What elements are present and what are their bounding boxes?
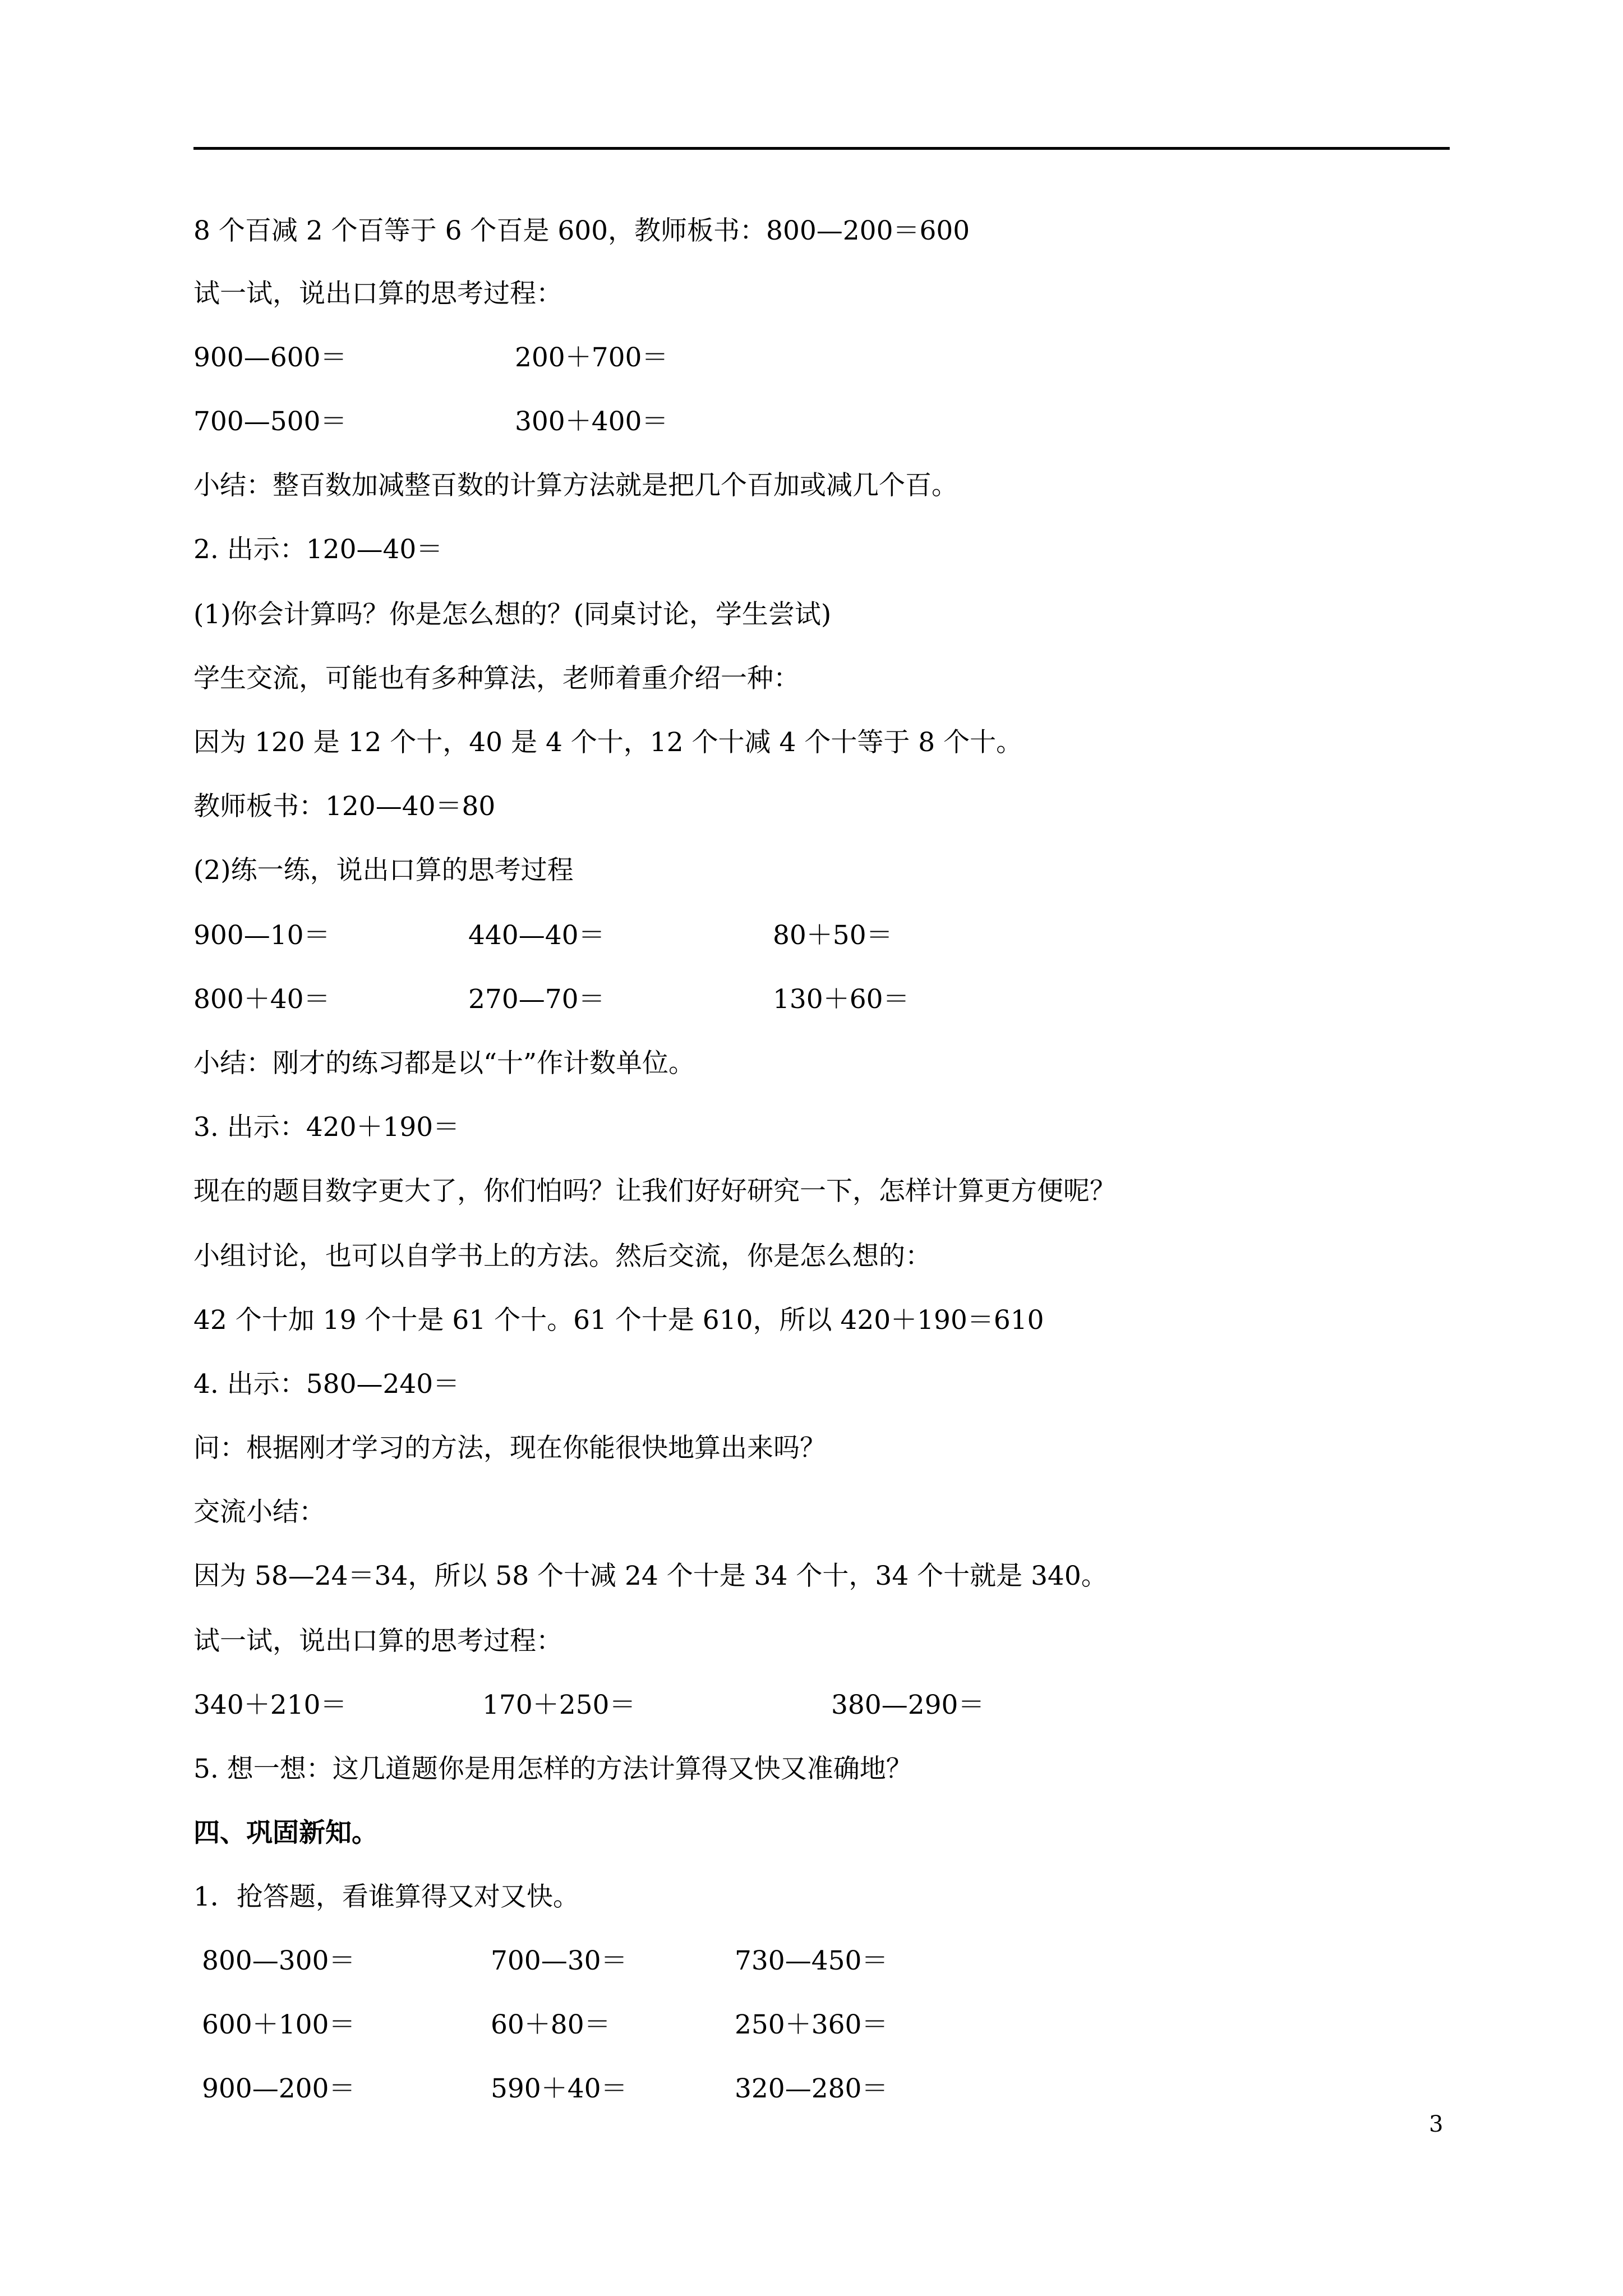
text-line: 试一试，说出口算的思考过程： xyxy=(193,278,562,309)
exercise-item: 700—30＝ xyxy=(491,1945,628,1976)
exercise-item: 600＋100＝ xyxy=(202,2009,356,2040)
exercise-item: 250＋360＝ xyxy=(735,2009,888,2040)
exercise-item: 130＋60＝ xyxy=(773,984,910,1015)
text-line: 小结：刚才的练习都是以“十”作计数单位。 xyxy=(193,1048,695,1079)
text-line: 5. 想一想：这几道题你是用怎样的方法计算得又快又准确地？ xyxy=(193,1754,912,1784)
text-line: 小结：整百数加减整百数的计算方法就是把几个百加或减几个百。 xyxy=(193,470,958,501)
exercise-item: 900—10＝ xyxy=(193,920,330,951)
text-line: 3. 出示：420＋190＝ xyxy=(193,1112,460,1143)
exercise-item: 800—300＝ xyxy=(202,1945,356,1976)
exercise-item: 440—40＝ xyxy=(468,920,605,951)
text-line: 42 个十加 19 个十是 61 个十。61 个十是 610，所以 420＋190＝610 xyxy=(193,1305,1044,1336)
section-heading: 四、巩固新知。 xyxy=(193,1818,378,1848)
exercise-item: 900—200＝ xyxy=(202,2073,356,2104)
exercise-item: 730—450＝ xyxy=(735,1945,888,1976)
header-rule xyxy=(193,147,1450,150)
exercise-item: 60＋80＝ xyxy=(491,2009,611,2040)
exercise-item: 320—280＝ xyxy=(735,2073,888,2104)
text-line: 因为 58—24＝34，所以 58 个十减 24 个十是 34 个十，34 个十就是 340。 xyxy=(193,1561,1108,1591)
exercise-item: 170＋250＝ xyxy=(482,1690,636,1720)
text-line: 学生交流，可能也有多种算法，老师着重介绍一种： xyxy=(193,663,800,694)
exercise-item: 900—600＝ xyxy=(193,342,347,373)
text-line: 教师板书：120—40＝80 xyxy=(193,791,496,822)
text-line: 问：根据刚才学习的方法，现在你能很快地算出来吗？ xyxy=(193,1433,826,1464)
exercise-item: 300＋400＝ xyxy=(515,406,668,437)
exercise-item: 700—500＝ xyxy=(193,406,347,437)
exercise-item: 380—290＝ xyxy=(831,1690,985,1720)
exercise-item: 590＋40＝ xyxy=(491,2073,628,2104)
exercise-item: 270—70＝ xyxy=(468,984,605,1015)
text-line: 小组讨论，也可以自学书上的方法。然后交流，你是怎么想的： xyxy=(193,1241,932,1272)
text-line: (1)你会计算吗？你是怎么想的？(同桌讨论，学生尝试) xyxy=(193,599,832,630)
text-line: 2. 出示：120—40＝ xyxy=(193,534,443,565)
text-line: 交流小结： xyxy=(193,1497,325,1527)
exercise-item: 200＋700＝ xyxy=(515,342,668,373)
text-line: 8 个百减 2 个百等于 6 个百是 600，教师板书：800—200＝600 xyxy=(193,215,970,246)
text-line: 现在的题目数字更大了，你们怕吗？让我们好好研究一下，怎样计算更方便呢？ xyxy=(193,1176,1116,1207)
text-line: 4. 出示：580—240＝ xyxy=(193,1369,460,1400)
text-line: 1．抢答题，看谁算得又对又快。 xyxy=(193,1881,579,1912)
text-line: 试一试，说出口算的思考过程： xyxy=(193,1626,562,1657)
text-line: (2)练一练，说出口算的思考过程 xyxy=(193,855,574,886)
exercise-item: 80＋50＝ xyxy=(773,920,893,951)
text-line: 因为 120 是 12 个十，40 是 4 个十，12 个十减 4 个十等于 8 个十。 xyxy=(193,727,1023,758)
page-number: 3 xyxy=(1429,2111,1444,2137)
exercise-item: 800＋40＝ xyxy=(193,984,330,1015)
exercise-item: 340＋210＝ xyxy=(193,1690,347,1720)
